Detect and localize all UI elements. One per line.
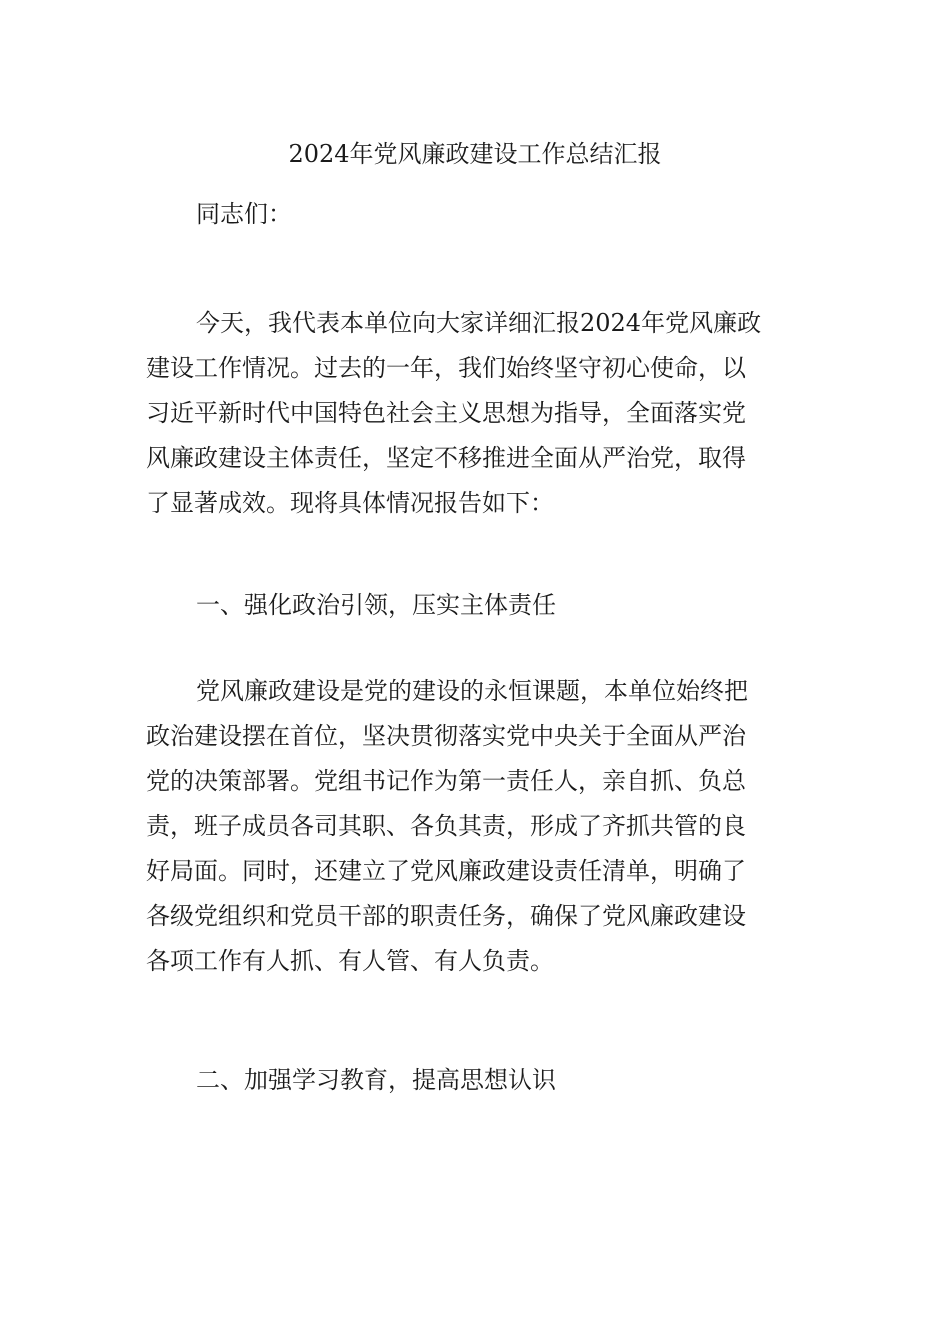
- paragraph-line: 党风廉政建设是党的建设的永恒课题，本单位始终把: [196, 677, 748, 705]
- paragraph-line: 党的决策部署。党组书记作为第一责任人，亲自抓、负总: [146, 767, 746, 795]
- paragraph-line: 各级党组织和党员干部的职责任务，确保了党风廉政建设: [146, 902, 746, 930]
- section-heading-text: 二、加强学习教育，提高思想认识: [196, 1066, 556, 1094]
- section-heading-1: [146, 583, 786, 628]
- paragraph-line: 今天，我代表本单位向大家详细汇报2024年党风廉政: [196, 309, 762, 337]
- paragraph-line: 建设工作情况。过去的一年，我们始终坚守初心使命，以: [146, 354, 746, 382]
- document-title: 2024年党风廉政建设工作总结汇报: [288, 140, 662, 168]
- salutation: [146, 192, 786, 237]
- section-heading-text: 一、强化政治引领，压实主体责任: [196, 591, 556, 619]
- paragraph-line: 政治建设摆在首位，坚决贯彻落实党中央关于全面从严治: [146, 722, 746, 750]
- section-heading-2: [146, 1058, 786, 1103]
- salutation-text: 同志们：: [196, 200, 292, 228]
- paragraph-line: 风廉政建设主体责任，坚定不移推进全面从严治党，取得: [146, 444, 746, 472]
- intro-paragraph: [146, 301, 786, 526]
- paragraph-line: 好局面。同时，还建立了党风廉政建设责任清单，明确了: [146, 857, 746, 885]
- paragraph-line: 各项工作有人抓、有人管、有人负责。: [146, 947, 554, 975]
- paragraph-line: 了显著成效。现将具体情况报告如下：: [146, 489, 554, 517]
- paragraph-line: 责，班子成员各司其职、各负其责，形成了齐抓共管的良: [146, 812, 746, 840]
- paragraph-line: 习近平新时代中国特色社会主义思想为指导，全面落实党: [146, 399, 746, 427]
- section-1-paragraph: [146, 669, 786, 984]
